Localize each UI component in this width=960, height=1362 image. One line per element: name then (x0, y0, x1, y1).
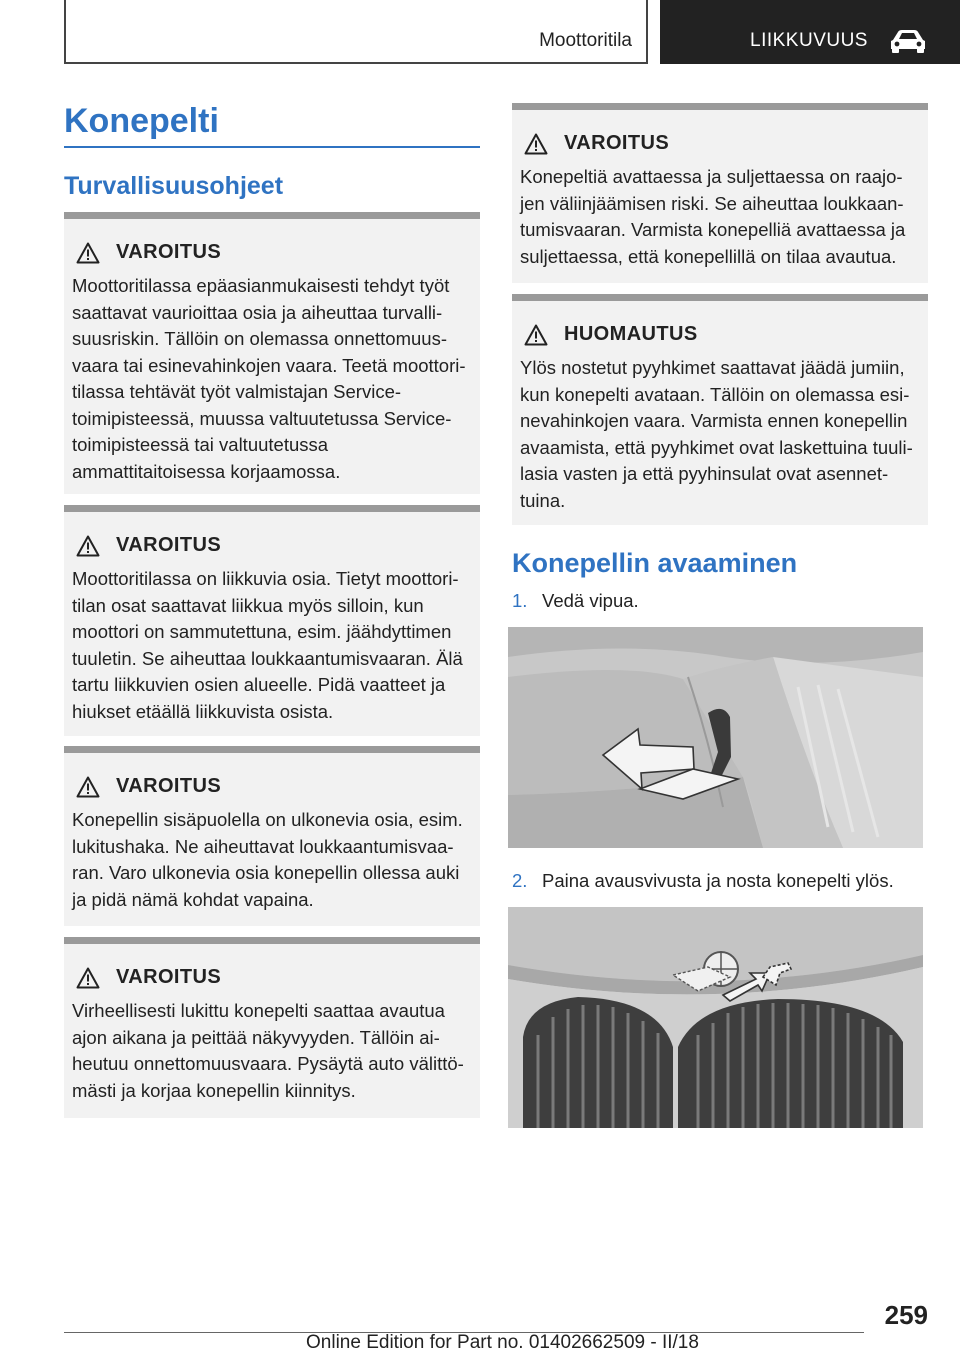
notice-text: Ylös nostetut pyyhkimet saattavat jäädä jumiin, kun konepelti avataan. Tällöin on olemassa esi‐ nevahinkojen vaara. Varmista ennen konepellin avaamista, että pyyhkimet ovat laskettuina tuuli‐ lasia vasten ja että pyyhinsulat ovat asennet‐ tuina. (520, 357, 913, 511)
warning-box (64, 212, 480, 494)
warning-label: VAROITUS (116, 966, 222, 988)
warning-box (512, 103, 928, 283)
warning-triangle-icon (76, 776, 100, 798)
header-section-title: Moottoritila (539, 30, 632, 51)
figure-release-lever (508, 627, 923, 848)
warning-label: VAROITUS (116, 534, 222, 556)
warning-text: Virheellisesti lukittu konepelti saattaa avautua ajon aikana ja peittää näkyvyyden. Tällöin ai‐ heutuu onnettomuusvaara. Pysäytä auto välittö‐ mästi ja korjaa konepellin kiinnitys. (72, 1000, 464, 1101)
warning-box (64, 746, 480, 926)
warning-label: VAROITUS (116, 241, 222, 263)
section-title-safety: Turvallisuusohjeet (64, 172, 284, 200)
section-title-opening: Konepellin avaaminen (512, 548, 798, 578)
warning-box (64, 937, 480, 1118)
title-divider (64, 146, 480, 148)
warning-triangle-icon (76, 967, 100, 989)
car-icon (888, 28, 928, 54)
step-number: 2. (512, 870, 528, 891)
warning-label: VAROITUS (564, 132, 670, 154)
warning-box (64, 505, 480, 736)
header-chapter-box (660, 0, 960, 64)
warning-triangle-icon (76, 242, 100, 264)
warning-text: Moottoritilassa on liikkuvia osia. Tietyt moottori‐ tilan osat saattavat liikkua myös silloin, kun moottori on sammutettuna, esim. jäähdyttimen tuuletin. Se aiheuttaa loukkaantumisvaaran. Älä tartu liikkuvien osien alueelle. Pidä vaatteet ja hiukset etäällä liikkuvista osista. (72, 568, 463, 722)
warning-label: VAROITUS (116, 775, 222, 797)
warning-text: Konepeltiä avattaessa ja suljettaessa on raajo‐ jen väliinjäämisen riski. Se aiheuttaa loukkaan‐ tumisvaaran. Varmista konepelliä avattaessa ja suljettaessa, että konepellillä on tilaa avautua. (520, 166, 906, 267)
warning-text: Konepellin sisäpuolella on ulkonevia osia, esim. lukitushaka. Ne aiheuttavat loukkaantumisvaa‐ ran. Varo ulkonevia osia konepellin ollessa auki ja pidä nämä kohdat vapaina. (72, 809, 463, 910)
step-text: Paina avausvivusta ja nosta konepelti ylös. (542, 870, 894, 891)
notice-box (512, 294, 928, 525)
notice-label: HUOMAUTUS (564, 323, 698, 345)
page-number: 259 (884, 1300, 928, 1330)
step-number: 1. (512, 590, 528, 611)
step-text: Vedä vipua. (542, 590, 639, 611)
warning-triangle-icon (524, 324, 548, 346)
warning-triangle-icon (524, 133, 548, 155)
page-title: Konepelti (64, 102, 219, 140)
warning-text: Moottoritilassa epäasianmukaisesti tehdyt työt saattavat vaurioittaa osia ja aiheuttaa turvalli‐ suusriskin. Tällöin on olemassa onnettomuus‐ vaara tai esinevahinkojen vaara. Teetä moottori‐ tilassa tehtävät työt valmistajan Service- toimipisteessä, muussa valtuutetussa Service- toimipisteessä tai valtuutetussa ammattitaitoisessa korjaamossa. (72, 275, 466, 482)
warning-triangle-icon (76, 535, 100, 557)
step-item (512, 590, 639, 612)
header-chapter-title: LIIKKUVUUS (750, 30, 868, 51)
figure-hood-release (508, 907, 923, 1128)
footer-edition: Online Edition for Part no. 01402662509 - II/18 (306, 1332, 699, 1353)
header-section-box (64, 0, 648, 64)
step-item (512, 870, 894, 892)
